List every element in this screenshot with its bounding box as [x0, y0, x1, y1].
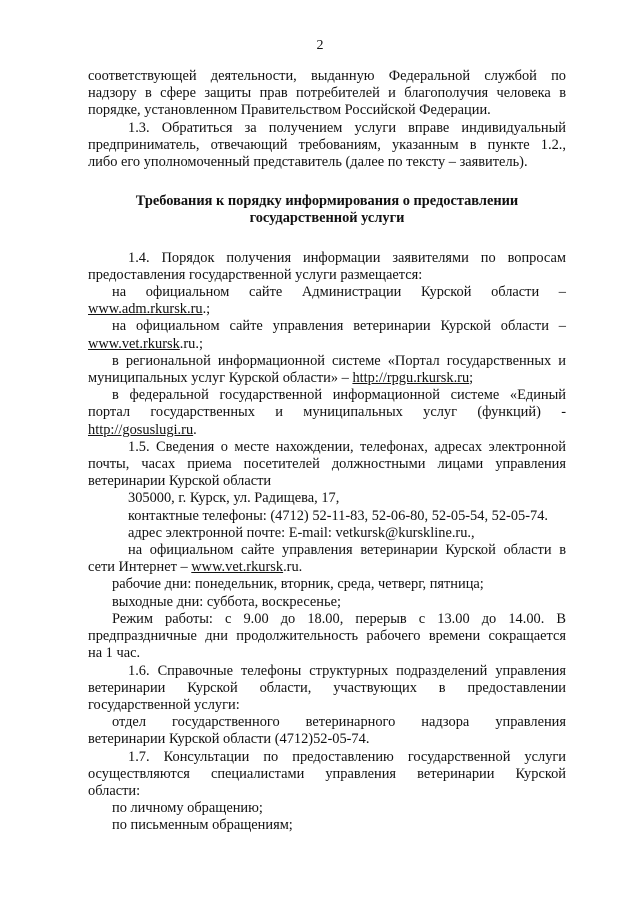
intro-line: порядке, установленном Правительством Российской Федерации.: [88, 102, 491, 119]
adm-site-line: на официальном сайте Администрации Курской области –: [112, 284, 566, 301]
document-body: [88, 68, 566, 835]
consultation-item: по письменным обращениям;: [112, 817, 293, 834]
regional-portal-line: в региональной информационной системе «Портал государственных и: [112, 352, 566, 369]
email-line: адрес электронной почте: E-mail: vetkursk@kurskline.ru.,: [128, 524, 475, 541]
paragraph-1-7-line: осуществляются специалистами управления ветеринарии Курской: [88, 765, 566, 782]
paragraph-1-6-line: ветеринарии Курской области, участвующих в предоставлении: [88, 679, 566, 696]
phones-line: контактные телефоны: (4712) 52-11-83, 52-06-80, 52-05-54, 52-05-74.: [128, 507, 548, 524]
page-number: 2: [316, 38, 324, 53]
paragraph-1-5-line: почты, часах приема посетителей должностными лицами управления: [88, 456, 566, 473]
work-mode-line: Режим работы: с 9.00 до 18.00, перерыв с 13.00 до 14.00. В: [112, 610, 566, 627]
website-url-line: сети Интернет – www.vet.rkursk.ru.: [88, 559, 303, 576]
federal-portal-line: в федеральной государственной информационной системе «Единый: [112, 387, 566, 404]
paragraph-1-3-line: предприниматель, отвечающий требованиям, указанным в пункте 1.2.,: [88, 136, 566, 153]
gosuslugi-link[interactable]: http://gosuslugi.ru: [88, 421, 194, 438]
weekends-line: выходные дни: суббота, воскресенье;: [112, 593, 341, 610]
rpgu-link[interactable]: http://rpgu.rkursk.ru: [352, 370, 470, 387]
department-line: ветеринарии Курской области (4712)52-05-74.: [88, 731, 370, 748]
consultation-item: по личному обращению;: [112, 800, 263, 817]
adm-site-link[interactable]: www.adm.rkursk.ru: [88, 301, 203, 318]
paragraph-1-6-line: государственной услуги:: [88, 696, 240, 713]
section-title: Требования к порядку информирования о предоставлении: [135, 193, 519, 210]
federal-portal-url-line: http://gosuslugi.ru.: [88, 421, 197, 438]
paragraph-1-5-line: 1.5. Сведения о месте нахождении, телефонах, адресах электронной: [128, 438, 566, 455]
workdays-line: рабочие дни: понедельник, вторник, среда, четверг, пятница;: [112, 576, 484, 593]
vet-site-link-2[interactable]: www.vet.rkursk: [191, 559, 284, 576]
work-mode-line: предпраздничные дни продолжительность рабочего времени сокращается: [88, 628, 566, 645]
paragraph-1-7-line: области:: [88, 782, 141, 799]
department-line: отдел государственного ветеринарного надзора управления: [112, 714, 566, 731]
paragraph-1-3-line: 1.3. Обратиться за получением услуги вправе индивидуальный: [128, 119, 566, 136]
paragraph-1-4-line: предоставления государственной услуги размещается:: [88, 266, 423, 283]
work-mode-line: на 1 час.: [88, 645, 141, 662]
paragraph-1-3-line: либо его уполномоченный представитель (далее по тексту – заявитель).: [88, 154, 528, 171]
address-line: 305000, г. Курск, ул. Радищева, 17,: [128, 490, 340, 507]
vet-site-url-line: www.vet.rkursk.ru.;: [88, 335, 203, 352]
intro-line: надзору в сфере защиты прав потребителей и благополучия человека в: [88, 85, 566, 102]
vet-site-link[interactable]: www.vet.rkursk: [88, 335, 180, 352]
website-line: на официальном сайте управления ветеринарии Курской области в: [128, 542, 566, 559]
paragraph-1-4-line: 1.4. Порядок получения информации заявителями по вопросам: [128, 249, 566, 266]
vet-site-line: на официальном сайте управления ветеринарии Курской области –: [112, 318, 566, 335]
paragraph-1-7-line: 1.7. Консультации по предоставлению государственной услуги: [128, 748, 566, 765]
regional-portal-url-line: муниципальных услуг Курской области» – http://rpgu.rkursk.ru;: [88, 370, 474, 387]
adm-site-url-line: www.adm.rkursk.ru.;: [88, 301, 211, 318]
intro-line: соответствующей деятельности, выданную Федеральной службой по: [88, 68, 566, 84]
section-title: государственной услуги: [249, 210, 405, 227]
federal-portal-line: портал государственных и муниципальных услуг (функций) -: [88, 404, 566, 421]
paragraph-1-5-line: ветеринарии Курской области: [88, 473, 272, 490]
paragraph-1-6-line: 1.6. Справочные телефоны структурных подразделений управления: [128, 662, 566, 679]
